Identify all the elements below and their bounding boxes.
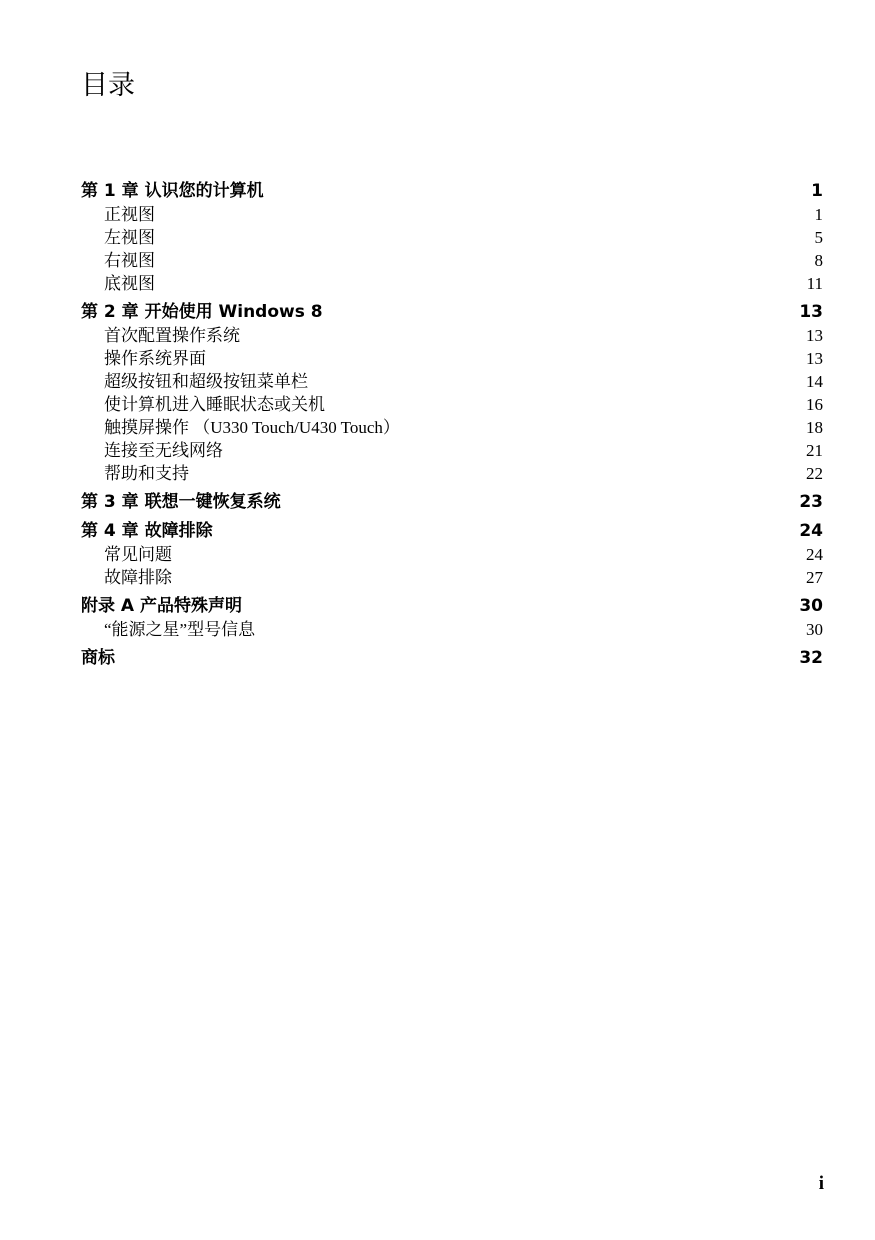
toc-entry-label: 超级按钮和超级按钮菜单栏 xyxy=(104,372,308,391)
toc-entry[interactable] xyxy=(81,347,823,370)
toc-entry-page: 14 xyxy=(806,372,823,391)
toc-entry-page: 23 xyxy=(799,492,823,512)
toc-entry-label: 第 3 章 联想一键恢复系统 xyxy=(81,492,281,512)
toc-entry-page: 24 xyxy=(806,545,823,564)
toc-entry-label: 右视图 xyxy=(104,251,155,270)
toc-entry-page: 5 xyxy=(814,228,823,247)
toc-entry[interactable] xyxy=(81,272,823,295)
toc-entry-page: 1 xyxy=(814,205,823,224)
page-title: 目录 xyxy=(81,70,135,101)
toc-entry[interactable] xyxy=(81,543,823,566)
toc-entry-page: 1 xyxy=(811,181,823,201)
toc-entry[interactable] xyxy=(81,180,823,203)
toc-entry-label: 正视图 xyxy=(104,205,155,224)
toc-entry-label: 帮助和支持 xyxy=(104,464,189,483)
toc-entry[interactable] xyxy=(81,301,823,324)
toc-entry[interactable] xyxy=(81,393,823,416)
toc-entry[interactable] xyxy=(81,595,823,618)
toc-entry-label: 首次配置操作系统 xyxy=(104,326,240,345)
toc-entry-label: 附录 A 产品特殊声明 xyxy=(81,596,242,616)
toc-entry[interactable] xyxy=(81,520,823,543)
toc-entry-page: 8 xyxy=(814,251,823,270)
toc-entry[interactable] xyxy=(81,226,823,249)
toc-entry-page: 11 xyxy=(806,274,823,293)
toc-entry-page: 32 xyxy=(799,648,823,668)
toc-entry-page: 24 xyxy=(799,521,823,541)
toc-entry-label: 第 1 章 认识您的计算机 xyxy=(81,181,264,201)
table-of-contents xyxy=(81,180,823,670)
toc-entry-page: 30 xyxy=(799,596,823,616)
toc-entry-page: 13 xyxy=(799,302,823,322)
toc-entry-page: 30 xyxy=(806,620,823,639)
toc-entry-label: 底视图 xyxy=(104,274,155,293)
toc-entry-page: 16 xyxy=(806,395,823,414)
toc-entry-label: 使计算机进入睡眠状态或关机 xyxy=(104,395,325,414)
toc-entry[interactable] xyxy=(81,647,823,670)
page-number: i xyxy=(818,1173,824,1194)
toc-entry-label: “能源之星”型号信息 xyxy=(104,620,256,639)
toc-entry[interactable] xyxy=(81,491,823,514)
toc-entry[interactable] xyxy=(81,249,823,272)
toc-entry-label: 商标 xyxy=(81,648,115,668)
toc-entry-page: 13 xyxy=(806,326,823,345)
toc-entry-label: 操作系统界面 xyxy=(104,349,206,368)
toc-entry-label: 触摸屏操作 （U330 Touch/U430 Touch） xyxy=(104,418,400,437)
toc-entry[interactable] xyxy=(81,203,823,226)
toc-entry[interactable] xyxy=(81,566,823,589)
toc-entry-label: 左视图 xyxy=(104,228,155,247)
toc-entry[interactable] xyxy=(81,462,823,485)
toc-entry-page: 27 xyxy=(806,568,823,587)
toc-entry-label: 故障排除 xyxy=(104,568,172,587)
toc-entry-label: 第 2 章 开始使用 Windows 8 xyxy=(81,302,323,322)
toc-entry[interactable] xyxy=(81,370,823,393)
toc-entry-page: 22 xyxy=(806,464,823,483)
toc-entry[interactable] xyxy=(81,416,823,439)
toc-entry-label: 第 4 章 故障排除 xyxy=(81,521,213,541)
toc-entry-page: 13 xyxy=(806,349,823,368)
toc-entry[interactable] xyxy=(81,324,823,347)
toc-entry[interactable] xyxy=(81,439,823,462)
toc-entry-label: 连接至无线网络 xyxy=(104,441,223,460)
toc-entry-page: 21 xyxy=(806,441,823,460)
toc-entry[interactable] xyxy=(81,618,823,641)
toc-entry-label: 常见问题 xyxy=(104,545,172,564)
toc-entry-page: 18 xyxy=(806,418,823,437)
